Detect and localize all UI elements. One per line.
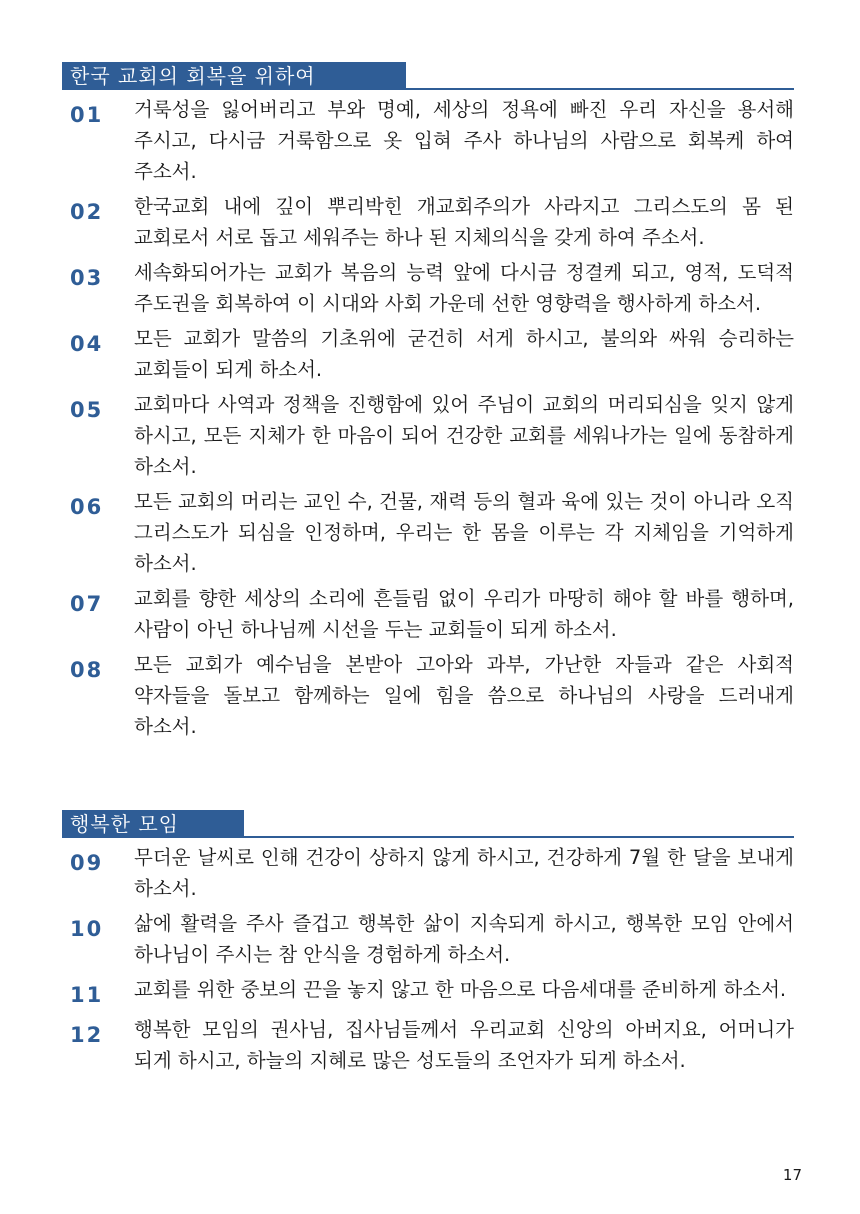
prayer-item	[62, 389, 794, 482]
item-number: 03	[70, 266, 104, 290]
page-number: 17	[782, 1166, 802, 1184]
prayer-item	[62, 191, 794, 253]
item-number: 09	[70, 851, 104, 875]
prayer-item	[62, 94, 794, 187]
section-rule	[62, 88, 794, 90]
item-number: 06	[70, 495, 104, 519]
prayer-item	[62, 257, 794, 319]
item-number: 11	[70, 983, 104, 1007]
item-text: 삶에 활력을 주사 즐겁고 행복한 삶이 지속되게 하시고, 행복한 모임 안에서 하나님이 주시는 참 안식을 경험하게 하소서.	[134, 912, 794, 966]
prayer-item	[62, 486, 794, 579]
item-text: 교회를 위한 중보의 끈을 놓지 않고 한 마음으로 다음세대를 준비하게 하소서.	[134, 978, 787, 1001]
section-title: 행복한 모임	[62, 810, 244, 838]
item-number: 10	[70, 917, 104, 941]
prayer-item	[62, 323, 794, 385]
item-text: 교회마다 사역과 정책을 진행함에 있어 주님이 교회의 머리되심을 잊지 않게 하시고, 모든 지체가 한 마음이 되어 건강한 교회를 세워나가는 일에 동참하게 하소서.	[134, 393, 794, 478]
section-title: 한국 교회의 회복을 위하여	[62, 62, 406, 90]
item-number: 01	[70, 103, 104, 127]
prayer-item	[62, 908, 794, 970]
item-text: 세속화되어가는 교회가 복음의 능력 앞에 다시금 정결케 되고, 영적, 도덕적 주도권을 회복하여 이 시대와 사회 가운데 선한 영향력을 행사하게 하소서.	[134, 261, 794, 315]
item-number: 07	[70, 592, 104, 616]
prayer-item	[62, 842, 794, 904]
item-text: 행복한 모임의 권사님, 집사님들께서 우리교회 신앙의 아버지요, 어머니가 되게 하시고, 하늘의 지혜로 많은 성도들의 조언자가 되게 하소서.	[134, 1018, 794, 1072]
item-text: 한국교회 내에 깊이 뿌리박힌 개교회주의가 사라지고 그리스도의 몸 된 교회로서 서로 돕고 세워주는 하나 된 지체의식을 갖게 하여 주소서.	[134, 195, 794, 249]
item-text: 모든 교회가 말씀의 기초위에 굳건히 서게 하시고, 불의와 싸워 승리하는 교회들이 되게 하소서.	[134, 327, 794, 381]
section-korean-church-restoration	[62, 62, 794, 742]
section-happy-gathering	[62, 810, 794, 1076]
item-text: 모든 교회가 예수님을 본받아 고아와 과부, 가난한 자들과 같은 사회적 약자들을 돌보고 함께하는 일에 힘을 씀으로 하나님의 사랑을 드러내게 하소서.	[134, 653, 794, 738]
section-rule	[62, 836, 794, 838]
prayer-item	[62, 974, 794, 1010]
prayer-item	[62, 1014, 794, 1076]
item-number: 04	[70, 332, 104, 356]
item-text: 교회를 향한 세상의 소리에 흔들림 없이 우리가 마땅히 해야 할 바를 행하며, 사람이 아닌 하나님께 시선을 두는 교회들이 되게 하소서.	[134, 587, 794, 641]
section-header	[62, 810, 794, 838]
prayer-item	[62, 649, 794, 742]
prayer-item	[62, 583, 794, 645]
item-number: 05	[70, 398, 104, 422]
item-text: 모든 교회의 머리는 교인 수, 건물, 재력 등의 혈과 육에 있는 것이 아니라 오직 그리스도가 되심을 인정하며, 우리는 한 몸을 이루는 각 지체임을 기억하게 하소서.	[134, 490, 794, 575]
item-text: 무더운 날씨로 인해 건강이 상하지 않게 하시고, 건강하게 7월 한 달을 보내게 하소서.	[134, 846, 794, 900]
section-header	[62, 62, 794, 90]
item-number: 08	[70, 658, 104, 682]
item-number: 12	[70, 1023, 104, 1047]
item-number: 02	[70, 200, 104, 224]
item-text: 거룩성을 잃어버리고 부와 명예, 세상의 정욕에 빠진 우리 자신을 용서해 주시고, 다시금 거룩함으로 옷 입혀 주사 하나님의 사람으로 회복케 하여 주소서.	[134, 98, 794, 183]
